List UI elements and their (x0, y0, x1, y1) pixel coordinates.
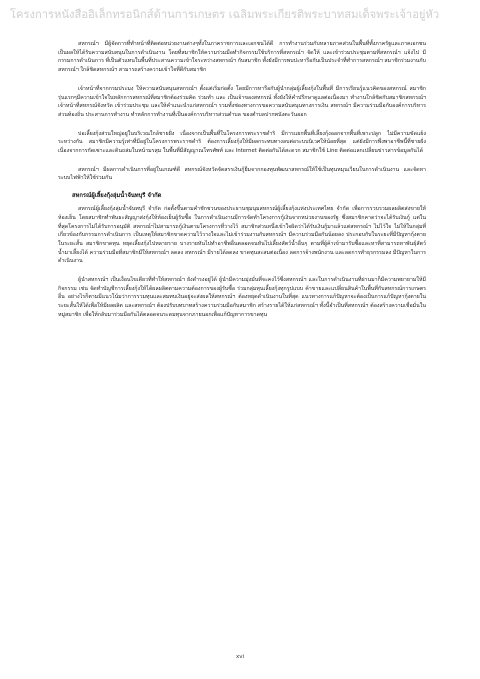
paragraph-operating-results: สหกรณ์ฯ มีผลการดำเนินการที่อยู่ในเกณฑ์ดี สหกรณ์จังหวัดจัดสรรเงินกู้ยืมจากกองทุนพัฒนาสหกรณ์ให้ใช้เป็นทุนหมุนเวียนในการดำเนินงาน และจัดหาระบบไฟฟ้าให้ใช้ร่วมกัน (58, 166, 426, 182)
paragraph-cooperative-manager: สหกรณ์ฯ มีผู้จัดการที่ทำหน้าที่ติดต่อหน่วยงานต่างๆทั้งในภาคราชการและเอกชนได้ดี การทำงานร่วมกับหลายภาคส่วนในพื้นที่ทั้งภาครัฐและภาคเอกชน เป็นผลให้ได้รับความสนับสนุนในการดำเนินงาน โดยที่สมาชิกให้ความร่วมมือทำกิจกรรมใช้บริการที่สหกรณ์ฯ จัดให้ และเข้าร่วมประชุมตามที่สหกรณ์ฯ แจ้งไป มีกรรมการดำเนินการ ที่เป็นตัวแทนในพื้นที่ประสานความเข้าใจระหว่างสหกรณ์ฯ กับสมาชิก ทั้งยังมีการพบปะหารือกันเป็นประจำที่ทำการสหกรณ์ฯ สมาชิกร่วมงานกับสหกรณ์ฯ ใกล้ชิดสหกรณ์ฯ สามารถสร้างความเข้าใจที่ดีกับสมาชิก (58, 41, 426, 74)
page-number: xvi (235, 654, 245, 660)
paragraph-cooperative-leader: ผู้นำสหกรณ์ฯ เป็นเงื่อนไขเดียวที่ทำให้สหกรณ์ฯ ยังดำรงอยู่ได้ ผู้นำมีความมุ่งมั่นที่จะคงไว้ซึ่งสหกรณ์ฯ และในการดำเนินงานที่ผ่านมาก็มีความพยายามให้มีกิจกรรม เช่น จัดทำบัญชีการเลี้ยงกุ้งให้ได้ผลผลิตตามความต้องการของผู้รับซื้อ ร่วมกลุ่มทุนเลี้ยงกุ้งทุกรูปแบบ ค้าขายและแปลี่ยนสินค้าในพื้นที่กับสหกรณ์การเกษตรอื่น อย่างไรก็ตามมีแนวโน้มว่าการรวมทุนและสมทบเงินอยู่จะส่งผลให้สหกรณ์ฯ ต้องหยุดดำเนินงานในที่สุด แนวทางการแก้ปัญหาจะต้องเป็นการแก้ปัญหากุ้งตายในระยะสั้นให้ได้เพื่อให้มีผลผลิต และสหกรณ์ฯ ต้องปรับบทบาทสร้างความร่วมมือกับสมาชิก สร้างรายได้ให้แก่สหกรณ์ฯ ทั้งนี้จำเป็นที่สหกรณ์ฯ ต้องสร้างความเชื่อมั่นในหมู่สมาชิก เพื่อให้กลับมาร่วมมือกันได้ตลอดจนระดมทุนจากภายนอกเพื่อแก้ปัญหาการขาดทุน (58, 277, 426, 318)
paragraph-shrimp-ponds: บ่อเลี้ยงกุ้งส่วนใหญ่อยู่ในบริเวณใกล้ชายฝั่ง เนื่องจากเป็นพื้นที่ในโครงการพระราชดำริ มีการแยกพื้นที่เลี้ยงกุ้งออกจากพื้นที่เพาะปลูก ไม่มีความขัดแย้งระหว่างกัน สมาชิกมีความรู้เท่าที่มีอยู่ในโครงการพระราชดำริ ต้องการเลี้ยงกุ้งให้มีผลกระทบทางลบต่อระบบนิเวศให้น้อยที่สุด แต่ยังมีการพึ่งพาอาชีพนี้ที่ชายฝั่งเนื่องจากการกัดเซาะและดินถล่มในหน้ามรสุม ในพื้นที่มีสัญญาณโทรศัพท์ และ Internet ติดต่อกันได้สะดวก สมาชิกใช้ Line ติดต่อแลกเปลี่ยนข่าวสารข้อมูลกันได้ (58, 130, 426, 155)
paragraph-chanthaburi-cooperative: สหกรณ์ผู้เลี้ยงกุ้งลุ่มน้ำจันทบุรี จำกัด ก่อตั้งขึ้นตามคำชักชวนของประธานชุมนุมสหกรณ์ผู้เลี้ยงกุ้งแห่งประเทศไทย จำกัด เพื่อการรวบรวมผลผลิตส่งขายให้ห้องเย็น โดยสมาชิกทำพันธะสัญญาส่งกุ้งให้ห้องเย็นผู้รับซื้อ ในการดำเนินงานมีการจัดทำโครงการกู้เงินจากหน่วยงานของรัฐ ซึ่งสมาชิกคาดว่าจะได้รับเงินกู้ แต่ในที่สุดโครงการไม่ได้รับการอนุมัติ สหกรณ์ฯไม่สามารถกู้เงินตามโครงการที่วางไว้ สมาชิกส่วนหนึ่งเข้าใจผิดว่าได้รับเงินกู้มาแล้วแต่สหกรณ์ฯ ไม่ไว้ใจ ไม่ให้ในกลุ่มที่เกี่ยวข้องกับกรรมการดำเนินการ เป็นเหตุให้สมาชิกขาดความไว้วางใจและไม่เข้าร่วมงานกับสหกรณ์ฯ มีความร่วมมือกันน้อยลง ประกอบกับในระยะที่มีปัญหากุ้งตายในระยะสั้น สมาชิกขาดทุน หยุดเลี้ยงกุ้งไปหลายราย บางรายหันไปทำอาชีพอื่นตลอดจนหันไปเลี้ยงสัตว์น้ำอื่นๆ ตามที่ผู้ค้าเข้ามารับซื้อและหาที่สามารถหาพันธุ์สัตว์น้ำมาเลี้ยงได้ ความร่วมมือที่สมาชิกมีให้สหกรณ์ฯ ลดลง สหกรณ์ฯ มีรายได้ลดลง ขาดทุนสะสมต่อเนื่อง ลดการจ้างพนักงาน และลดการทำธุรกรรมลง มีปัญหาในการดำเนินงาน (58, 206, 426, 265)
paragraph-fisheries-support: เจ้าหน้าที่จากกรมประมง ให้ความสนับสนุนสหกรณ์ฯ ตั้งแต่เริ่มก่อตั้ง โดยมีการหารือกับผู้นำกลุ่มผู้เลี้ยงกุ้งในพื้นที่ มีการเรียนรู้แนวคิดของสหกรณ์ สมาชิกรุ่นแรกๆมีความเข้าใจในหลักการสหกรณ์ที่สมาชิกต้องร่วมคิด ร่วมทำ และ เป็นเจ้าของสหกรณ์ ทั้งยังให้คำปรึกษาดูแลต่อเนื่องมา ทำงานใกล้ชิดกับสมาชิกสหกรณ์ฯ เจ้าหน้าที่สหกรณ์จังหวัด เข้าร่วมประชุม และให้คำแนะนำแก่สหกรณ์ฯ รวมทั้งช่องทางการขอความสนับสนุนทางการเงิน สหกรณ์ฯ มีความร่วมมือกับองค์การบริหารส่วนท้องถิ่น ประสานการทำงาน ทำหลักการทำงานที่เป็นองค์การบริหารส่วนตำบล ของตำบลปากพนังตะวันออก (58, 85, 426, 118)
document-body (58, 40, 426, 330)
section-heading: สหกรณ์ผู้เลี้ยงกุ้งลุ่มน้ำจันทบุรี จำกัด (72, 193, 162, 200)
running-header: โครงการหนังสืออิเล็กทรอนิกส์ด้านการเกษตร เฉลิมพระเกียรติพระบาทสมเด็จพระเจ้าอยู่หัว (10, 8, 440, 21)
